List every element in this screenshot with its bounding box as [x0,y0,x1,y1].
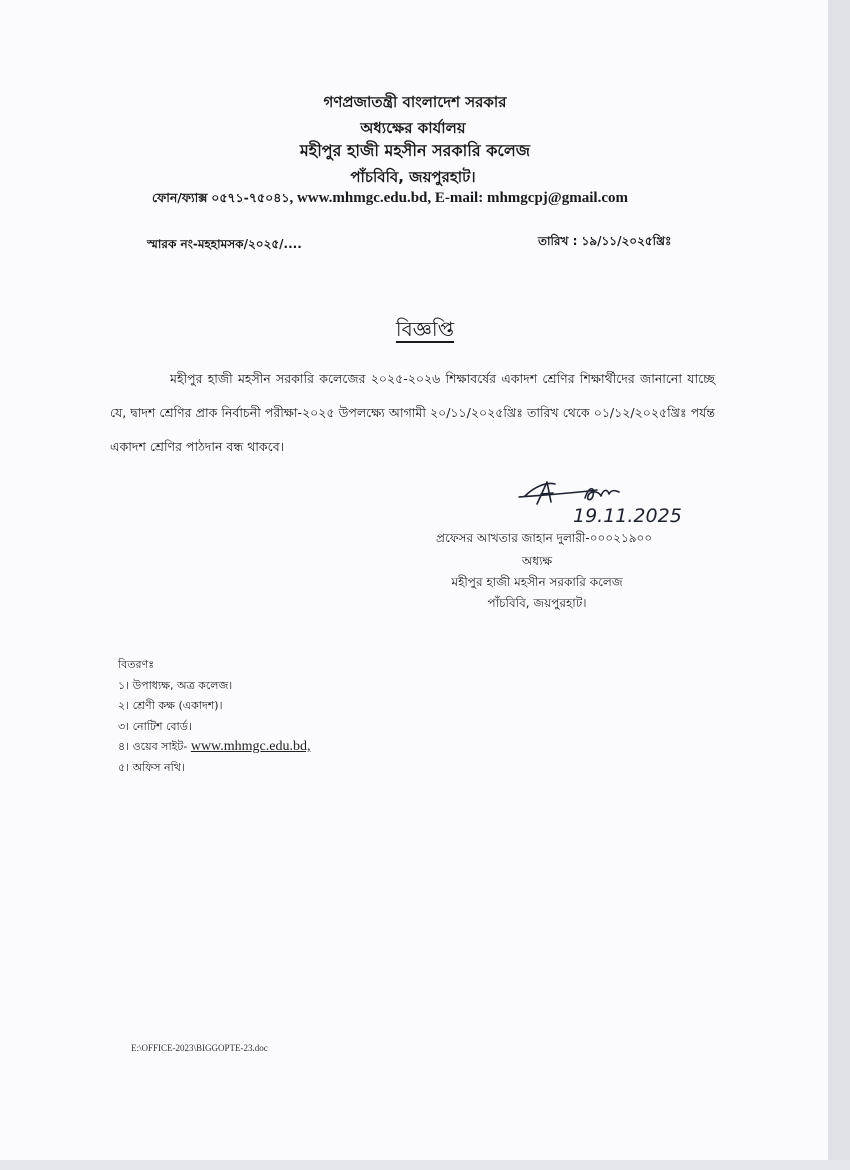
notice-title-text: বিজ্ঞপ্তি [395,317,455,341]
signatory-address: পাঁচবিবি, জয়পুরহাট। [487,596,587,610]
college-address: পাঁচবিবি, জয়পুরহাট। [350,168,476,186]
signatory-college: মহীপুর হাজী মহসীন সরকারি কলেজ [451,575,623,589]
office-title: অধ্যক্ষের কার্যালয় [360,119,466,137]
distribution-heading: বিতরণঃ [118,658,155,671]
college-title: মহীপুর হাজী মহসীন সরকারি কলেজ [299,141,531,160]
scan-edge-right [828,0,850,1170]
distribution-website-link[interactable]: www.mhmgc.edu.bd, [190,739,311,754]
scan-edge-bottom [0,1160,850,1170]
phone-number: ০৫৭১-৭৫০৪১ [211,190,290,205]
signature-date: 19.11.2025 [573,505,682,527]
notice-body: মহীপুর হাজী মহসীন সরকারি কলেজের ২০২৫-২০২৬ শিক্ষাবর্ষের একাদশ শ্রেণির শিক্ষার্থীদের জানানো যাচ্ছে যে, দ্বাদশ শ্রেণির প্রাক নির্বাচনী পরীক্ষা-২০২৫ উপলক্ষ্যে আগামী ২০/১১/২০২৫খ্রিঃ তারিখ থেকে ০১/১২/২০২৫খ্রিঃ পর্যন্ত একাদশ শ্রেণির পাঠদান বন্ধ থাকবে। [110,371,715,454]
contact-line: ফোন/ফ্যাক্স ০৫৭১-৭৫০৪১, www.mhmgc.edu.bd, E-mail: mhmgcpj@gmail.com [152,190,628,206]
phone-label: ফোন/ফ্যাক্স [152,190,208,205]
signature-image [515,476,745,532]
government-title: গণপ্রজাতন্ত্রী বাংলাদেশ সরকার [323,93,507,111]
signatory-name: প্রফেসর আখতার জাহান দুলারী-০০০২১৯০০ [436,531,653,545]
email-text: mhmgcpj@gmail.com [486,190,628,206]
distribution-item: ৫। অফিস নথি। [118,760,185,774]
file-path: E:\OFFICE-2023\BIGGOPTE-23.doc [131,1043,268,1053]
signatory-designation: অধ্যক্ষ [521,554,553,568]
memo-reference: স্মারক নং-মহহামসক/২০২৫/.... [147,237,302,251]
notice-title [0,315,850,348]
distribution-item: ১। উপাধ্যক্ষ, অত্র কলেজ। [118,678,233,692]
distribution-item: ৩। নোটিশ বোর্ড। [118,719,192,733]
website-text: www.mhmgc.edu.bd [296,190,428,206]
distribution-item-label: ৪। ওয়েব সাইট- [118,740,188,753]
memo-date: তারিখ : ১৯/১১/২০২৫খ্রিঃ [538,234,672,248]
distribution-item [118,737,310,758]
distribution-item: ২। শ্রেণী কক্ষ (একাদশ)। [118,699,223,712]
email-label: E-mail: [434,190,484,206]
distribution-list [118,655,310,778]
